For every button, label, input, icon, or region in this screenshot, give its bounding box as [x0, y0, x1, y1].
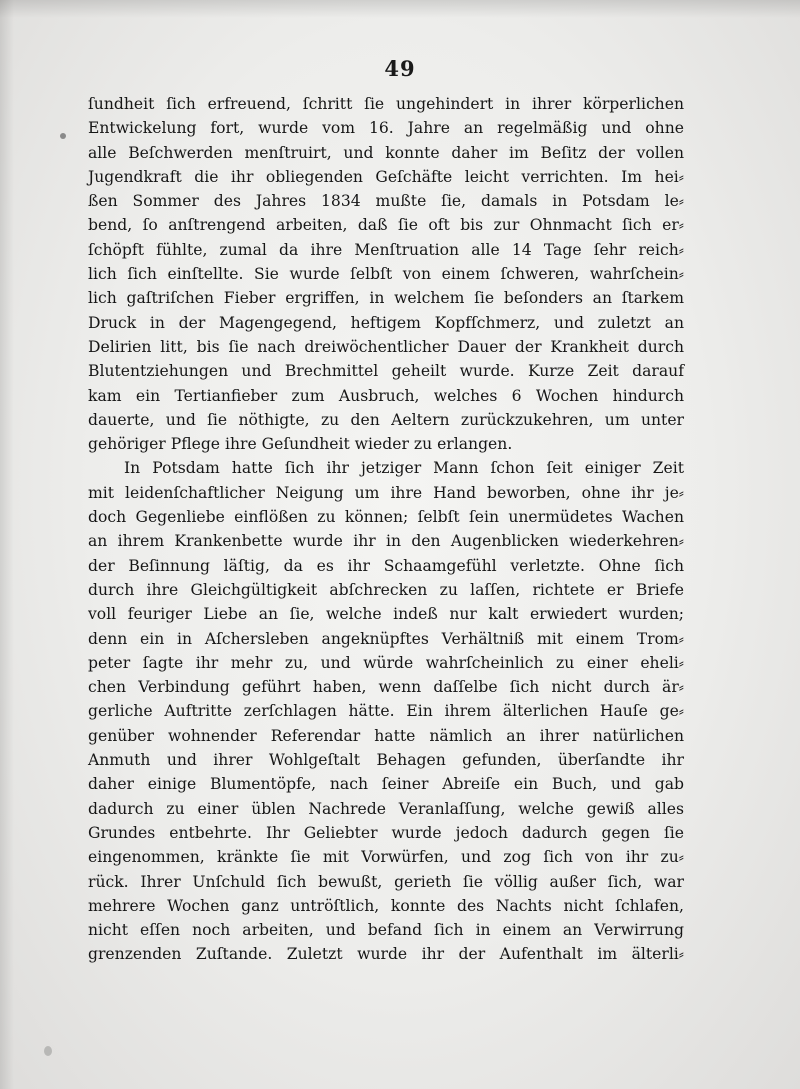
- text-line: nicht eſſen noch arbeiten, und befand ſich in einem an Verwirrung: [88, 921, 684, 940]
- text-line: ßen Sommer des Jahres 1834 mußte ſie, damals in Potsdam le⸗: [88, 192, 684, 211]
- text-line: Jugendkraft die ihr obliegenden Geſchäfte leicht verrichten. Im hei⸗: [88, 167, 684, 186]
- body-text: [88, 92, 684, 967]
- text-line: chen Verbindung geführt haben, wenn daſſelbe ſich nicht durch är⸗: [88, 678, 684, 697]
- page-edge-shadow-left: [0, 0, 14, 1089]
- text-line: durch ihre Gleichgültigkeit abſchrecken zu laſſen, richtete er Briefe: [88, 580, 684, 599]
- text-line: der Beſinnung läſtig, da es ihr Schaamgefühl verletzte. Ohne ſich: [88, 556, 684, 575]
- text-line: voll feuriger Liebe an ſie, welche indeß nur kalt erwiedert wurden;: [88, 605, 684, 624]
- text-line: Druck in der Magengegend, heftigem Kopfſchmerz, und zuletzt an: [88, 313, 684, 332]
- text-line: grenzenden Zuſtande. Zuletzt wurde ihr der Aufenthalt im älterli⸗: [88, 945, 684, 964]
- text-line: Entwickelung fort, wurde vom 16. Jahre an regelmäßig und ohne: [88, 119, 684, 138]
- text-line: kam ein Tertianfieber zum Ausbruch, welches 6 Wochen hindurch: [88, 386, 684, 405]
- text-line: genüber wohnender Referendar hatte nämlich an ihrer natürlichen: [88, 726, 684, 745]
- margin-mark: [60, 133, 66, 139]
- text-line: denn ein in Aſchersleben angeknüpftes Verhältniß mit einem Trom⸗: [88, 629, 684, 648]
- page-edge-shadow-top: [0, 0, 800, 18]
- text-line: alle Beſchwerden menſtruirt, und konnte daher im Beſitz der vollen: [88, 143, 684, 162]
- text-line: ſchöpft fühlte, zumal da ihre Menſtruation alle 14 Tage ſehr reich⸗: [88, 240, 684, 259]
- text-line: lich ſich einſtellte. Sie wurde ſelbſt von einem ſchweren, wahrſchein⸗: [88, 265, 684, 284]
- page-number: 49: [384, 56, 416, 81]
- text-line: dauerte, und ſie nöthigte, zu den Aeltern zurückzukehren, um unter: [88, 410, 684, 429]
- text-line: dadurch zu einer üblen Nachrede Veranlaſſung, welche gewiß alles: [88, 799, 684, 818]
- text-line: rück. Ihrer Unſchuld ſich bewußt, gerieth ſie völlig außer ſich, war: [88, 872, 684, 891]
- text-line: peter ſagte ihr mehr zu, und würde wahrſcheinlich zu einer eheli⸗: [88, 653, 684, 672]
- text-line: eingenommen, kränkte ſie mit Vorwürfen, und zog ſich von ihr zu⸗: [88, 848, 684, 867]
- text-line: Blutentziehungen und Brechmittel geheilt wurde. Kurze Zeit darauf: [88, 362, 684, 381]
- text-line: gerliche Auftritte zerſchlagen hätte. Ein ihrem älterlichen Hauſe ge⸗: [88, 702, 684, 721]
- text-line: mit leidenſchaftlicher Neigung um ihre Hand beworben, ohne ihr je⸗: [88, 483, 684, 502]
- text-line: bend, ſo anſtrengend arbeiten, daß ſie oft bis zur Ohnmacht ſich er⸗: [88, 216, 684, 235]
- text-line: doch Gegenliebe einflößen zu können; ſelbſt ſein unermüdetes Wachen: [88, 508, 684, 527]
- text-line: mehrere Wochen ganz untröſtlich, konnte des Nachts nicht ſchlafen,: [88, 896, 684, 915]
- paragraph-start-line: In Potsdam hatte ſich ihr jetziger Mann ſchon ſeit einiger Zeit: [124, 459, 684, 478]
- text-line: Delirien litt, bis ſie nach dreiwöchentlicher Dauer der Krankheit durch: [88, 337, 684, 356]
- text-line: Grundes entbehrte. Ihr Geliebter wurde jedoch dadurch gegen ſie: [88, 823, 684, 842]
- text-line: Anmuth und ihrer Wohlgeſtalt Behagen gefunden, überſandte ihr: [88, 751, 684, 770]
- text-line: ſundheit ſich erfreuend, ſchritt ſie ungehindert in ihrer körperlichen: [88, 95, 684, 113]
- paragraph-end-line: gehöriger Pflege ihre Geſundheit wieder zu erlangen.: [88, 435, 513, 454]
- text-line: lich gaſtriſchen Fieber ergriffen, in welchem ſie beſonders an ſtarkem: [88, 289, 684, 308]
- paper-speck: [44, 1046, 52, 1056]
- text-line: daher einige Blumentöpfe, nach ſeiner Abreiſe ein Buch, und gab: [88, 775, 684, 794]
- text-line: an ihrem Krankenbette wurde ihr in den Augenblicken wiederkehren⸗: [88, 532, 684, 551]
